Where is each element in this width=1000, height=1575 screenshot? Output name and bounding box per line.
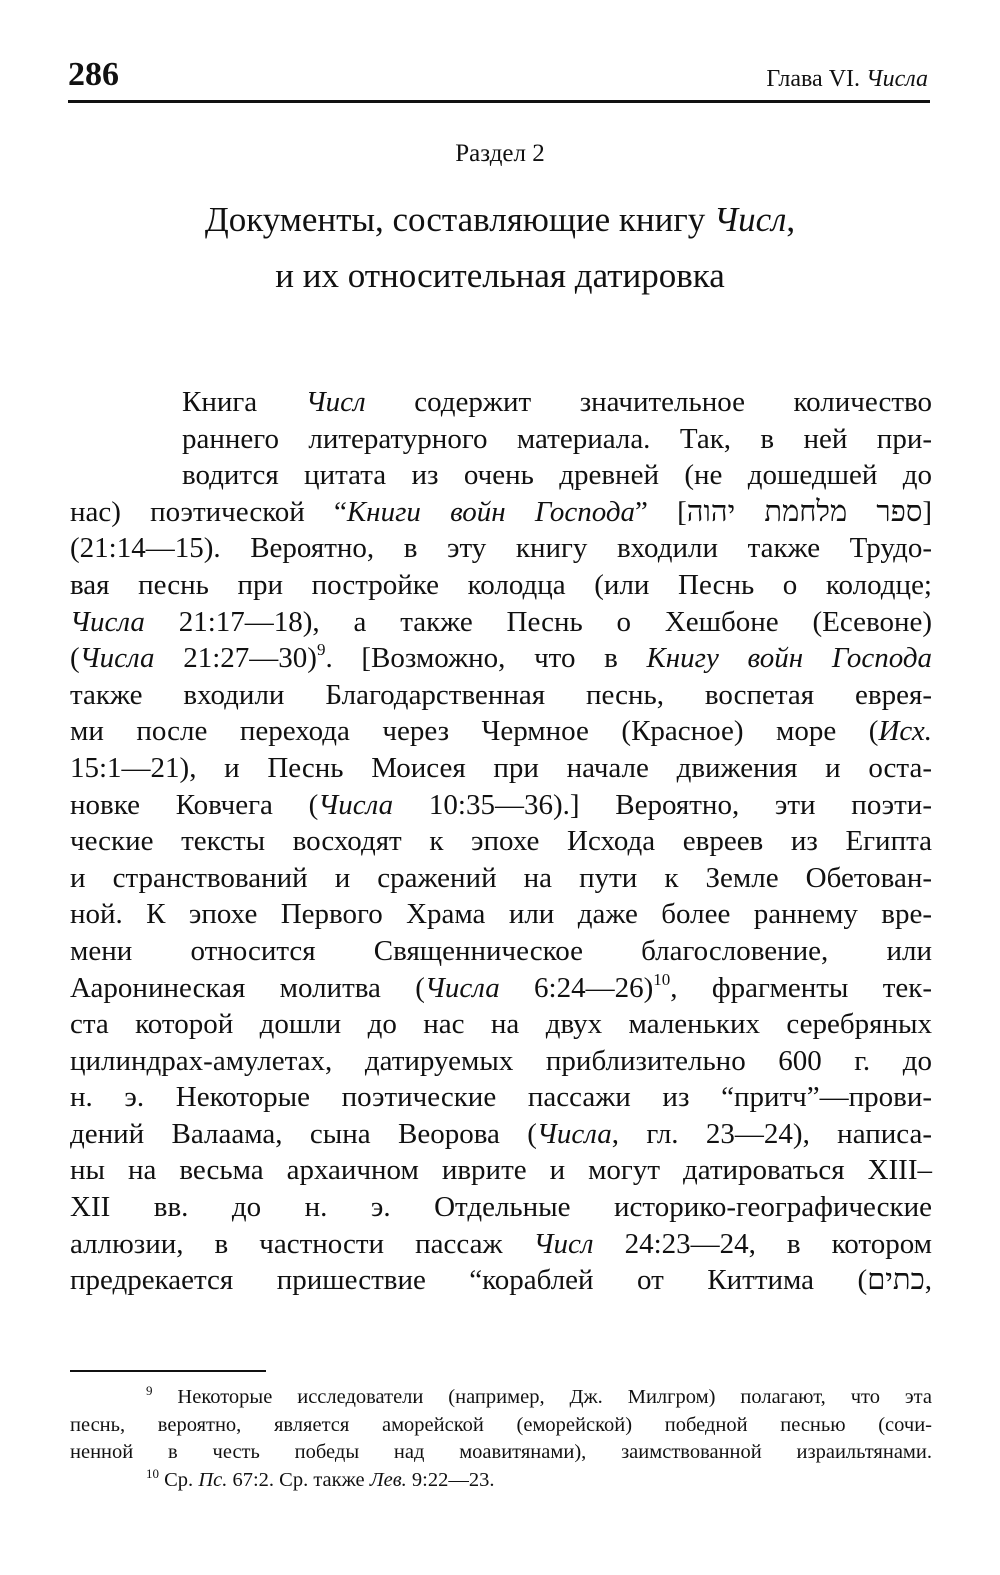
body-line	[70, 750, 932, 787]
body-line	[70, 933, 932, 970]
text-run: (	[70, 642, 80, 675]
italic-text: Книги войн Господа	[346, 495, 636, 528]
text-run: . [Возможно, что в	[325, 642, 647, 675]
body-line	[70, 1006, 932, 1043]
text-run: предрекается пришествие “кораблей от Киттима (כתים,	[70, 1264, 932, 1297]
text-run: содержит значительное количество	[365, 386, 932, 418]
text-run: ческие тексты восходят к эпохе Исхода евреев из Египта	[70, 825, 932, 858]
chapter-title-line-1	[0, 192, 1000, 248]
text-run: мени относится Священническое благословение, или	[70, 934, 932, 967]
text-run: 24:23—24, в котором	[593, 1227, 932, 1260]
text-run: ны на весьма архаичном иврите и могут датироваться XIII–	[70, 1154, 932, 1187]
body-line	[70, 823, 932, 860]
text-run: Ср.	[159, 1468, 199, 1491]
text-run: 21:17—18), а также Песнь о Хешбоне (Есевоне)	[144, 605, 932, 638]
text-run: водится цитата из очень древней (не дошедшей до	[182, 459, 932, 492]
body-line	[70, 713, 932, 750]
footnotes	[70, 1384, 932, 1494]
body-line	[70, 1262, 932, 1299]
text-run: и странствований и сражений на пути к Земле Обетован-	[70, 861, 932, 894]
italic-text: Числа	[70, 605, 145, 638]
body-line	[70, 384, 932, 421]
text-run: 6:24—26)	[499, 971, 654, 1004]
italic-text: Исх.	[878, 715, 932, 748]
text-run: Некоторые исследователи (например, Дж. Милгром) полагают, что эта	[152, 1386, 932, 1408]
text-run: песнь, вероятно, является аморейской (еморейской) победной песнью (сочи-	[70, 1413, 932, 1436]
body-line	[70, 970, 932, 1007]
text-run: Книга	[182, 386, 306, 418]
body-line	[70, 1043, 932, 1080]
text-run: (21:14—15). Вероятно, в эту книгу входили также Трудо-	[70, 532, 932, 565]
text-run: XII вв. до н. э. Отдельные историко-географические	[70, 1191, 932, 1224]
italic-text: Числа	[536, 1117, 612, 1150]
text-run: нас) поэтической “	[70, 495, 347, 528]
body-line	[70, 421, 932, 458]
chapter-title-prefix: Документы, составляющие книгу	[204, 200, 714, 239]
chapter-title-line-2: и их относительная датировка	[275, 256, 725, 295]
text-run: дений Валаама, сына Веорова (	[70, 1117, 537, 1150]
text-run: ” [ספר מלחמת יהוה]	[635, 495, 932, 528]
text-run: ми после перехода через Чермное (Красное) море (	[70, 715, 879, 748]
body-line	[70, 494, 932, 531]
footnote-marker[interactable]: 10	[653, 969, 671, 989]
body-line	[70, 1116, 932, 1153]
italic-text: Пс.	[198, 1468, 228, 1491]
page-header	[68, 56, 928, 100]
body-line	[70, 530, 932, 567]
running-head-prefix: Глава VI.	[766, 66, 861, 92]
italic-text: Числа	[79, 642, 155, 675]
text-run: 9:22—23.	[406, 1468, 495, 1491]
chapter-title-suffix: ,	[786, 200, 796, 239]
footnote-line	[70, 1439, 932, 1467]
footnote-line	[70, 1384, 932, 1412]
text-run: Ааронинеская молитва (	[70, 971, 425, 1004]
footnote-marker[interactable]: 10	[146, 1465, 159, 1481]
running-head-title: Числа	[866, 66, 928, 92]
italic-text: Числа	[424, 971, 500, 1004]
header-rule	[68, 100, 930, 103]
body-line	[70, 860, 932, 897]
page-number: 286	[68, 56, 119, 93]
text-run: цилиндрах-амулетах, датируемых приблизительно 600 г. до	[70, 1044, 932, 1077]
section-label: Раздел 2	[455, 140, 545, 167]
text-run: раннего литературного материала. Так, в ней при-	[182, 422, 932, 455]
body-line	[70, 604, 932, 641]
text-run: ной. К эпохе Первого Храма или даже более раннему вре-	[70, 898, 932, 931]
text-run: аллюзии, в частности пассаж	[70, 1227, 534, 1260]
body-line	[70, 457, 932, 494]
body-line	[70, 1189, 932, 1226]
text-run: вая песнь при постройке колодца (или Песнь о колодце;	[70, 568, 932, 601]
italic-text: Числ	[533, 1227, 594, 1260]
italic-text: Лев.	[369, 1468, 407, 1491]
footnote-rule	[70, 1370, 266, 1372]
text-run: также входили Благодарственная песнь, воспетая еврея-	[70, 678, 932, 711]
footnote-marker[interactable]: 9	[316, 640, 326, 660]
italic-text: Числа	[318, 788, 394, 821]
italic-text: Книгу войн Господа	[646, 642, 932, 675]
running-head	[766, 66, 928, 93]
body-line	[70, 1079, 932, 1116]
body-line	[70, 677, 932, 714]
text-run: , гл. 23—24), написа-	[611, 1117, 932, 1150]
text-run: 10:35—36).] Вероятно, эти поэти-	[393, 788, 932, 821]
body-line	[70, 640, 932, 677]
text-run: 67:2. Ср. также	[227, 1468, 370, 1491]
text-run: 21:27—30)	[154, 642, 317, 675]
chapter-title-italic: Числ	[714, 200, 787, 239]
text-run: новке Ковчега (	[70, 788, 319, 821]
text-run: н. э. Некоторые поэтические пассажи из “притч”—прови-	[70, 1081, 932, 1114]
text-run: , фрагменты тек-	[670, 971, 932, 1004]
footnote-marker[interactable]: 9	[146, 1383, 153, 1398]
chapter-title	[0, 192, 1000, 304]
body-line	[70, 1226, 932, 1263]
body-text	[70, 384, 932, 1299]
text-run: ста которой дошли до нас на двух маленьких серебряных	[70, 1008, 932, 1041]
body-line	[70, 1152, 932, 1189]
body-line	[70, 787, 932, 824]
body-line	[70, 567, 932, 604]
italic-text: Числ	[305, 386, 366, 418]
footnote-line	[70, 1467, 932, 1495]
footnote-line	[70, 1412, 932, 1440]
text-run: ненной в честь победы над моавитянами), заимствованной израильтянами.	[70, 1441, 932, 1463]
text-run: 15:1—21), и Песнь Моисея при начале движения и оста-	[70, 751, 932, 784]
body-line	[70, 896, 932, 933]
